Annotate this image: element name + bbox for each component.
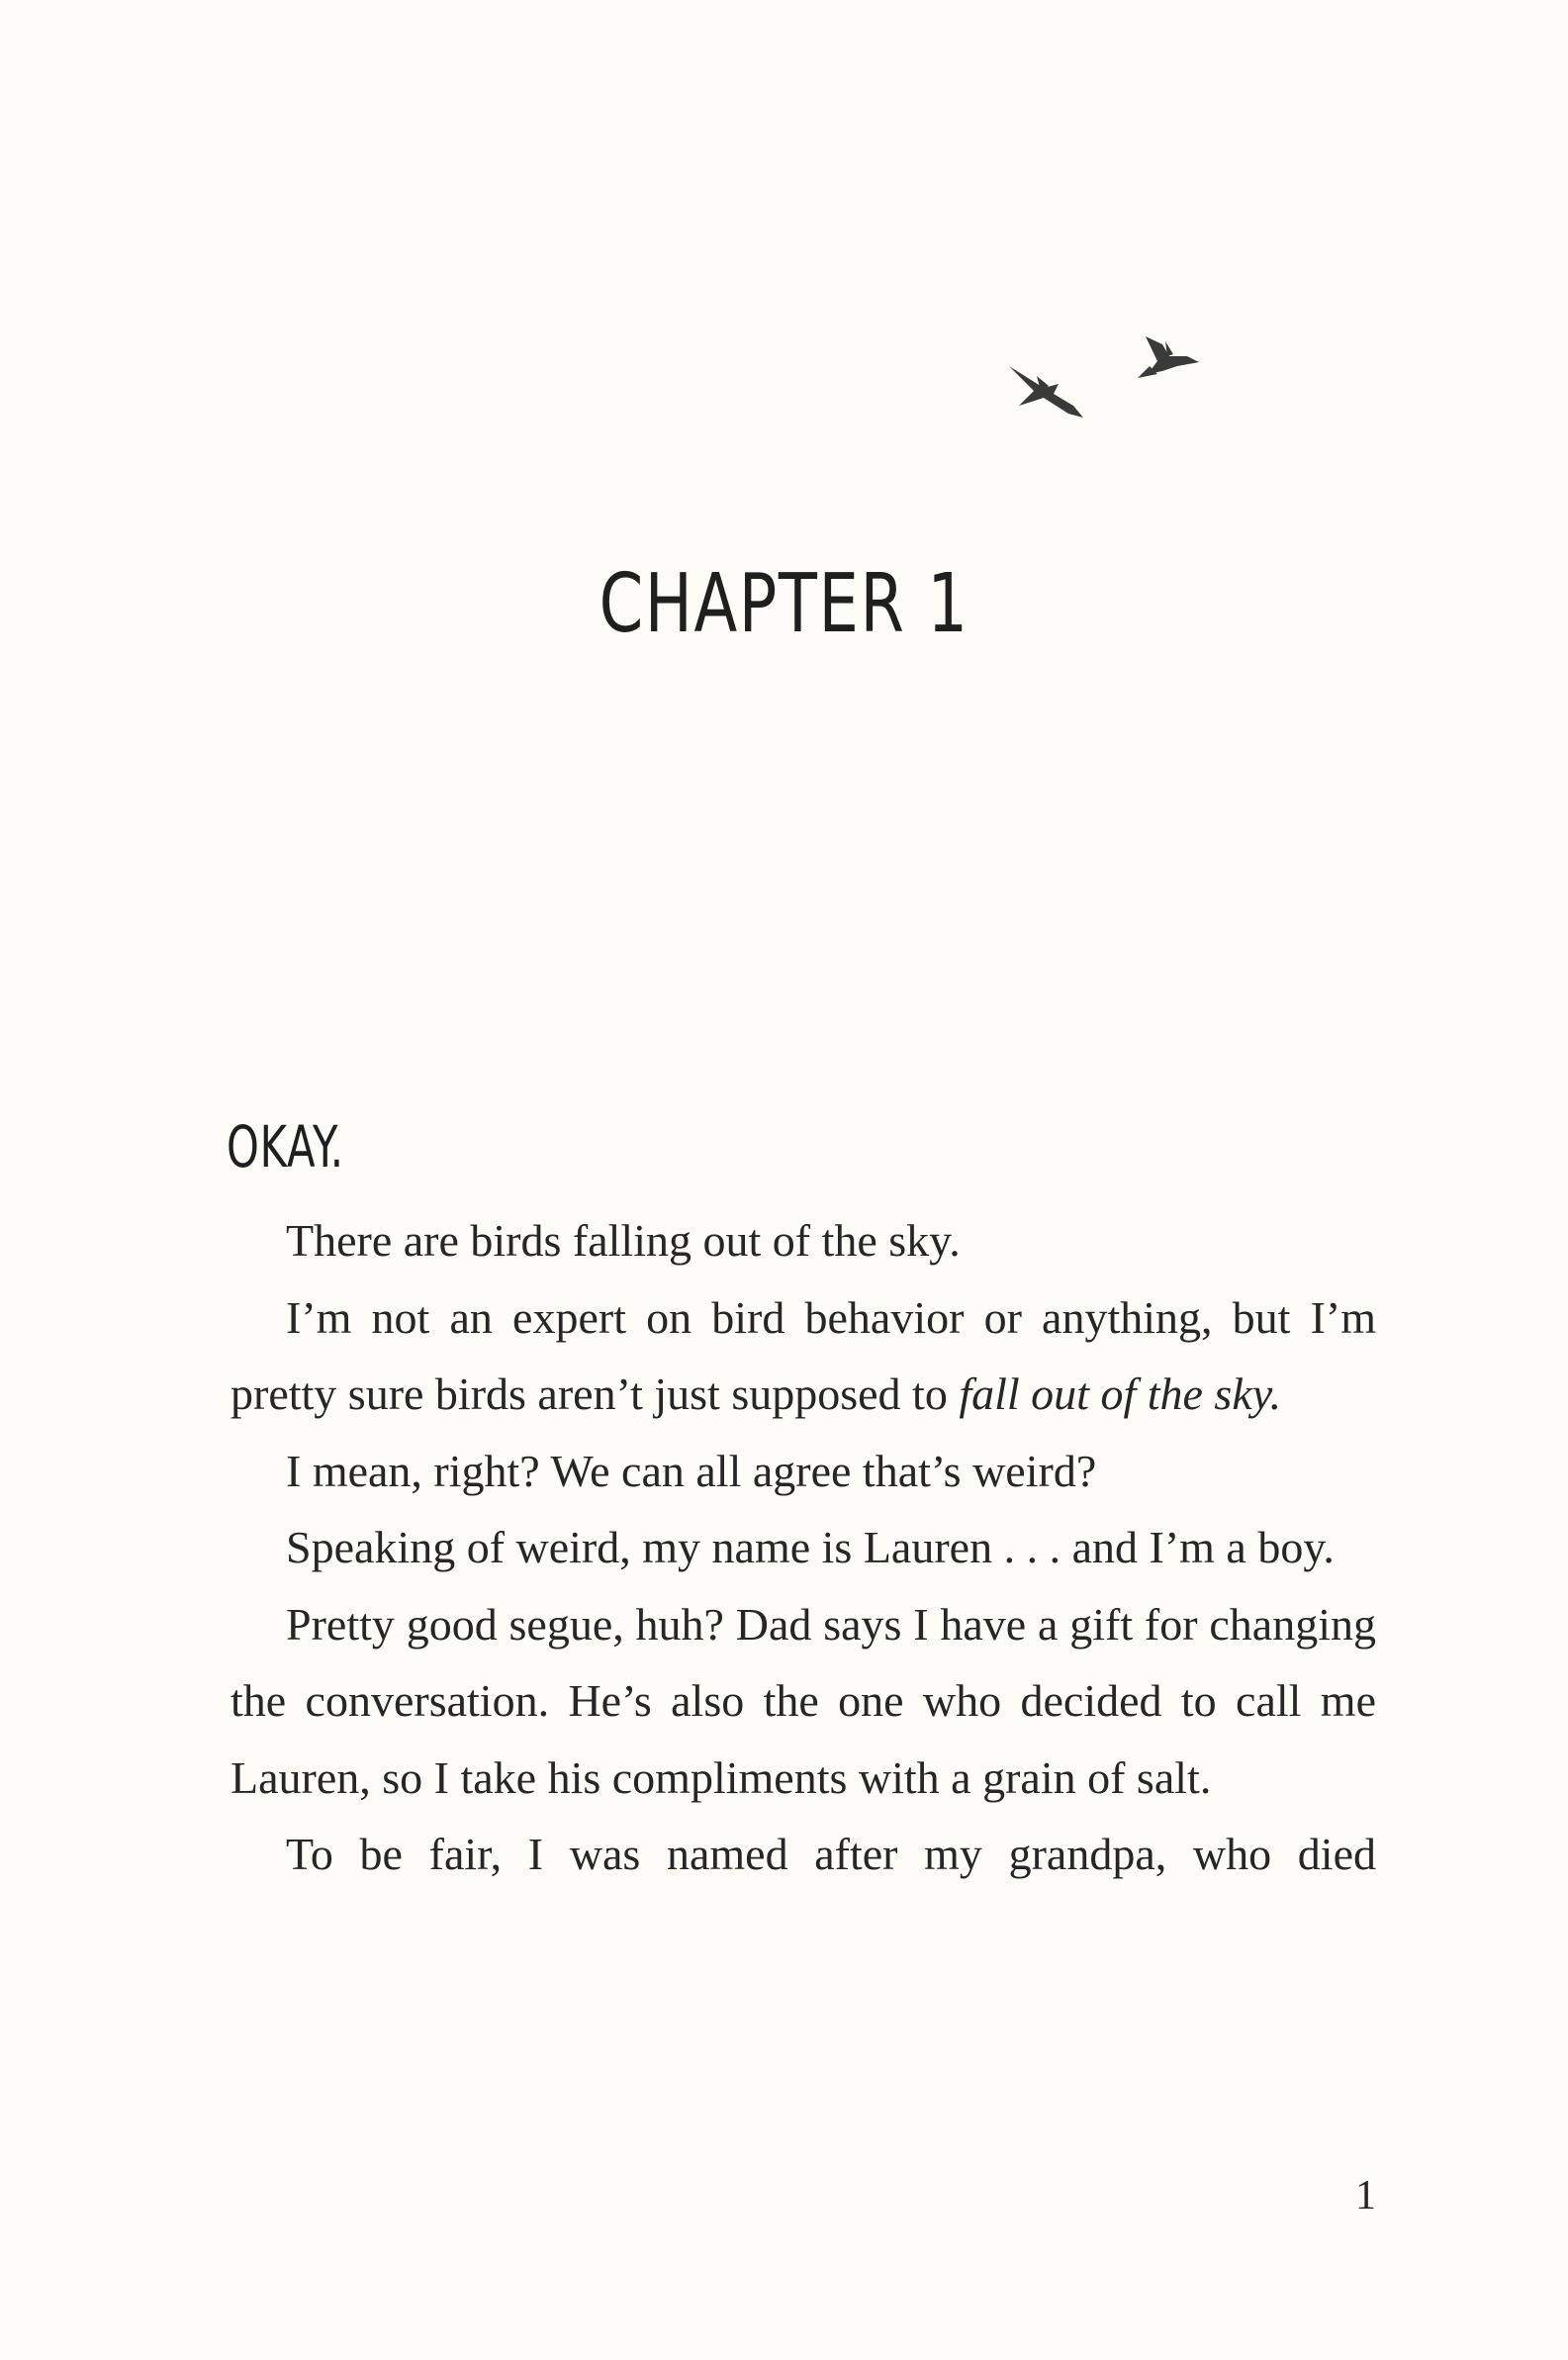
two-birds-flying-icon: [989, 336, 1246, 455]
chapter-title: CHAPTER 1: [599, 557, 969, 651]
paragraph: Speaking of weird, my name is Lauren . . . and I’m a boy.: [286, 1522, 1335, 1572]
paragraph: Pretty good segue, huh? Dad says I have a gift for changing the conversation. He’s also the one who decided to call me Lauren, so I take his compliments with a grain of salt.: [231, 1598, 1376, 1803]
page-number: 1: [1355, 2173, 1376, 2218]
paragraph: I mean, right? We can all agree that’s weird?: [286, 1445, 1097, 1496]
emphasis-text: fall out of the sky.: [959, 1369, 1282, 1419]
body-text: [231, 1202, 1376, 1893]
paragraph: [231, 1279, 1376, 1433]
bird-left-icon: [1009, 366, 1083, 418]
bird-right-icon: [1138, 336, 1199, 378]
chapter-opener: OKAY.: [227, 1113, 344, 1180]
paragraph: There are birds falling out of the sky.: [286, 1215, 961, 1266]
paragraph: To be fair, I was named after my grandpa, who died: [286, 1829, 1376, 1879]
paragraph-text: I’m not an expert on bird behavior or anything, but I’m pretty sure birds aren’t just supposed to: [231, 1291, 1376, 1419]
